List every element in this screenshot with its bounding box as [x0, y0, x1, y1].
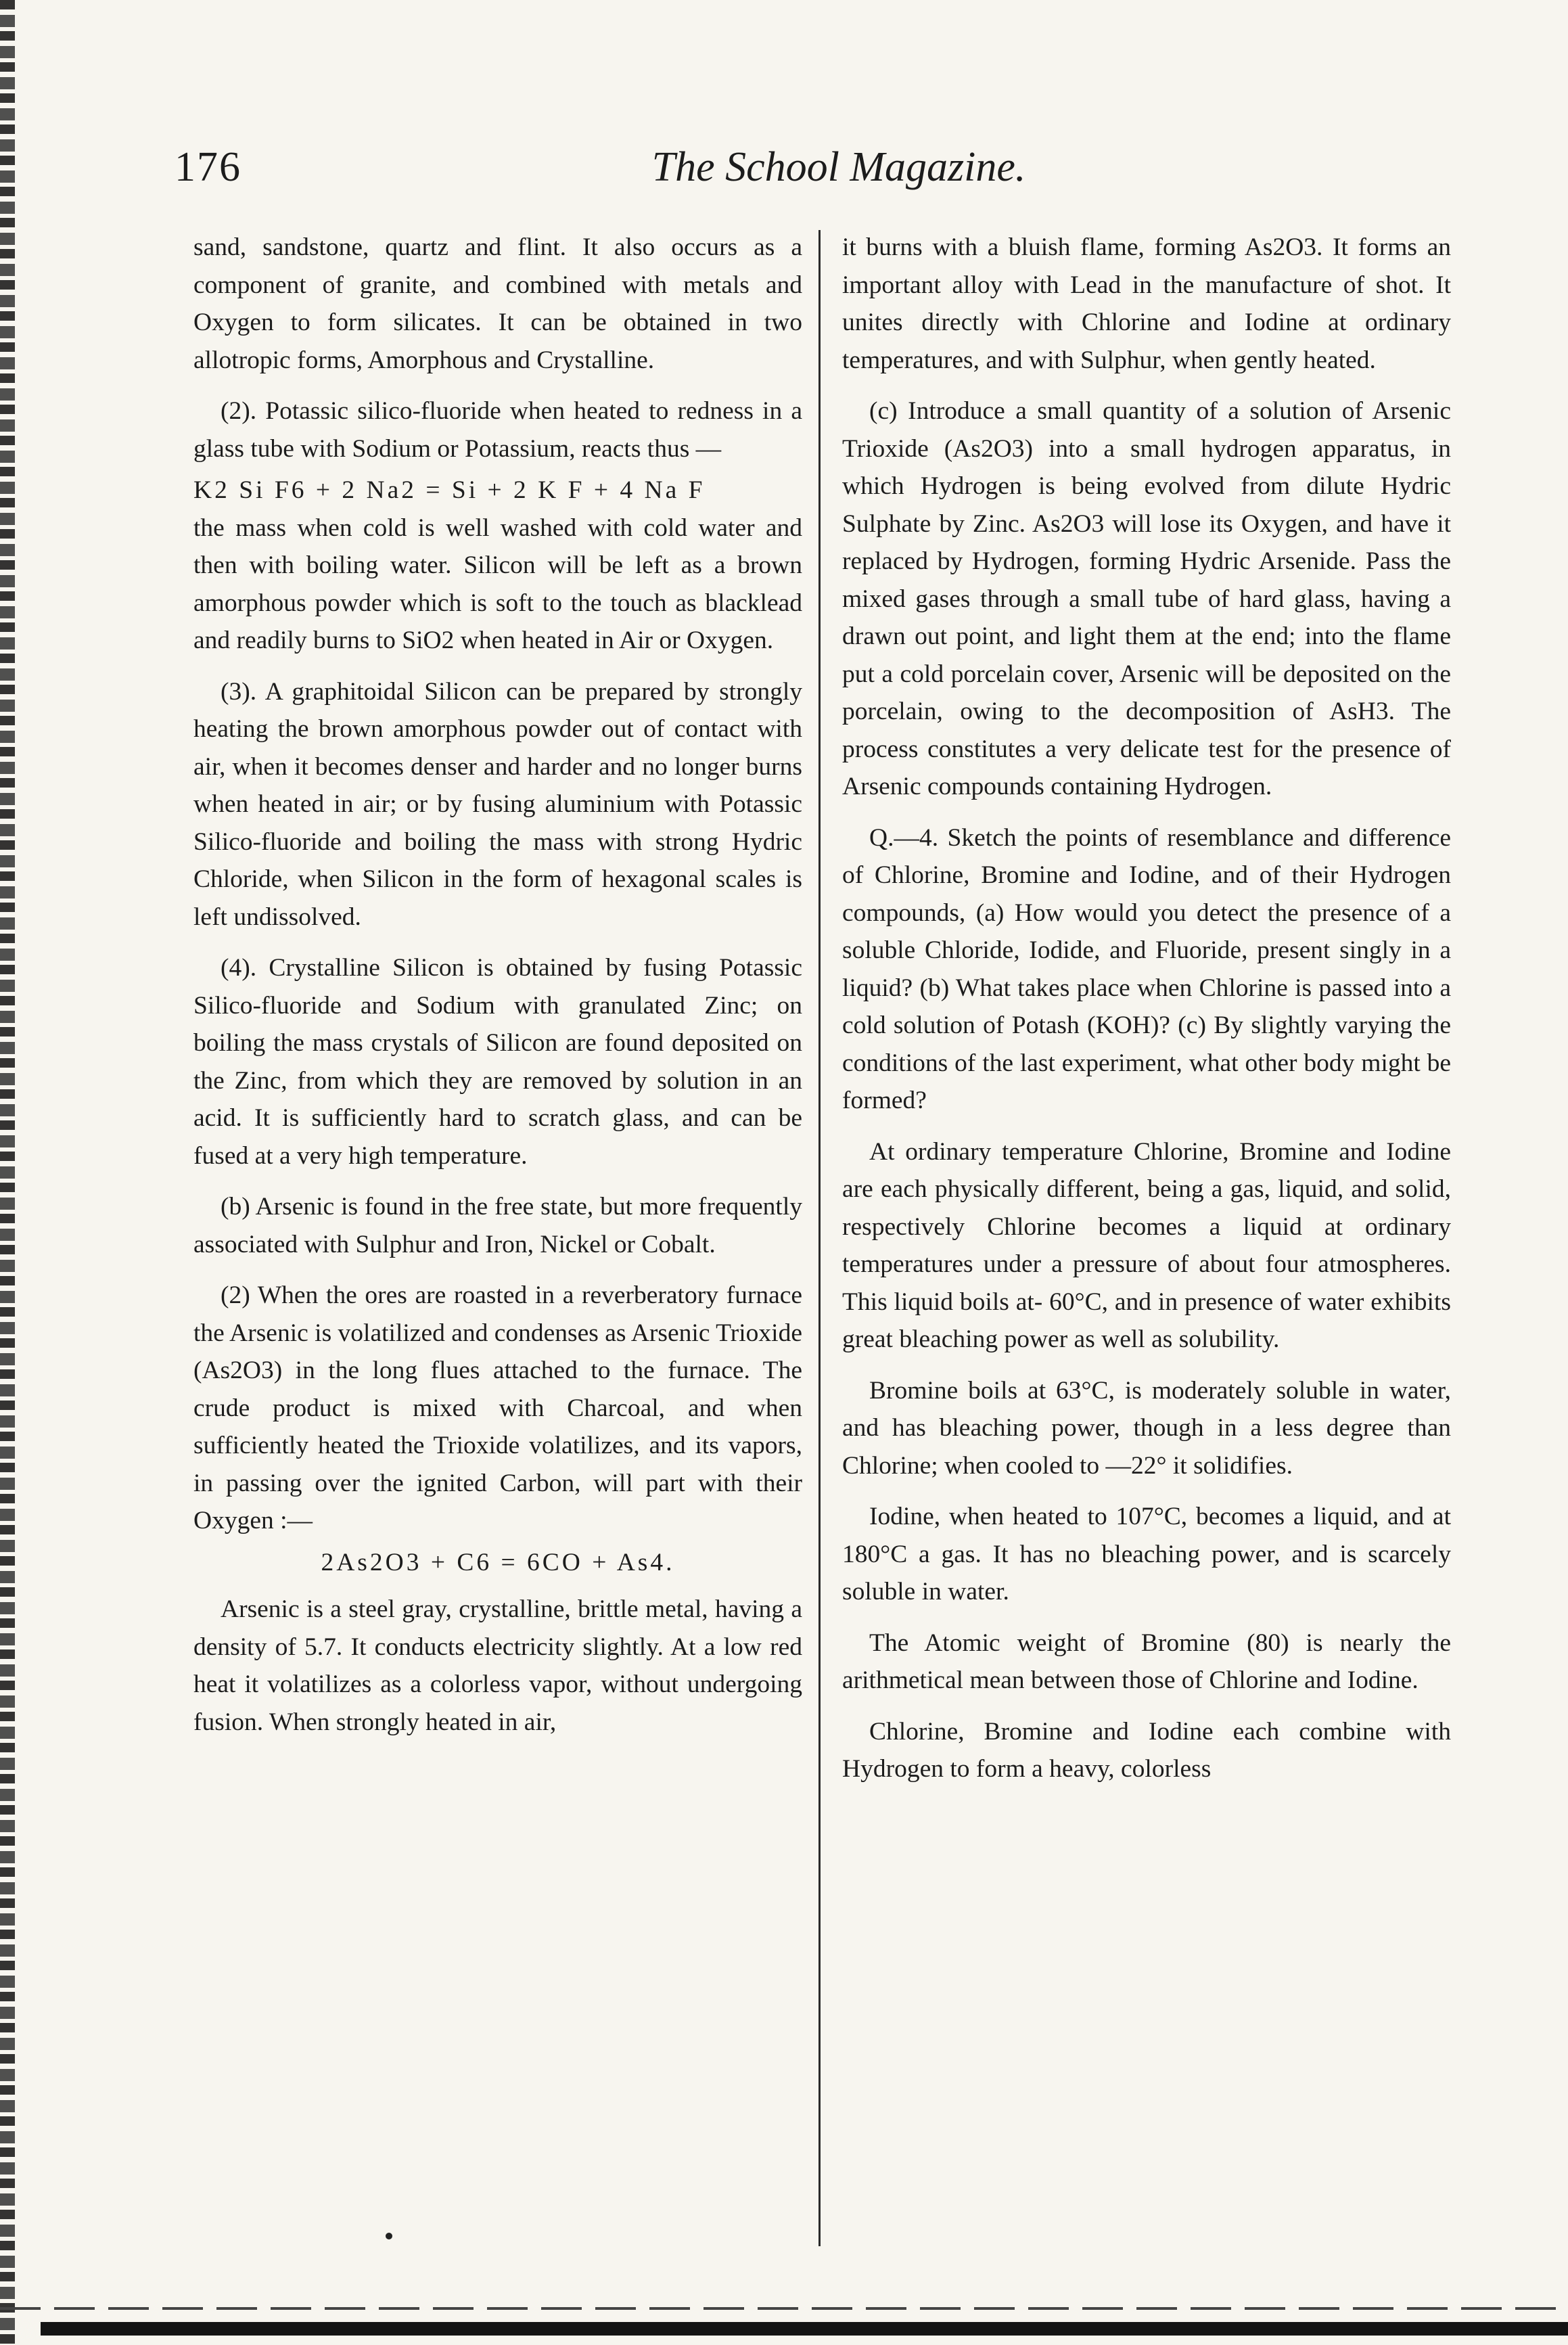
printer-mark: [386, 2233, 392, 2239]
left-paragraph-8: Arsenic is a steel gray, crystalline, brittle metal, having a density of 5.7. It conducts electricity slightly. At a low red heat it volatilizes as a colorless vapor, without undergoing fusion. When strongly heated in air,: [193, 1595, 802, 1736]
right-paragraph-2: (c) Introduce a small quantity of a solution of Arsenic Trioxide (As2O3) into a small hydrogen apparatus, in which Hydrogen is being evolved from dilute Hydric Sulphate by Zinc. As2O3 will lose its Oxygen, and have it replaced by Hydrogen, forming Hydric Arsenide. Pass the mixed gases through a small tube of hard glass, having a drawn out point, and light them at the end; into the flame put a cold porcelain cover, Arsenic will be deposited on the porcelain, owing to the decomposition of AsH3. The process constitutes a very delicate test for the presence of Arsenic compounds containing Hydrogen.: [842, 397, 1451, 800]
left-paragraph-1: sand, sandstone, quartz and flint. It also occurs as a component of granite, and combined with metals and Oxygen to form silicates. It can be obtained in two allotropic forms, Amorphous and Crystalline.: [193, 233, 802, 374]
column-divider: [818, 230, 821, 2246]
bottom-border: [41, 2322, 1568, 2336]
page-number: 176: [175, 144, 241, 190]
right-paragraph-3: Q.—4. Sketch the points of resemblance and difference of Chlorine, Bromine and Iodine, and of their Hydrogen compounds, (a) How would you detect the presence of a soluble Chloride, Iodide, and Fluoride, present singly in a liquid? (b) What takes place when Chlorine is passed into a cold solution of Potash (KOH)? (c) By slightly varying the conditions of the last experiment, what other body might be formed?: [842, 823, 1451, 1114]
right-paragraph-8: Chlorine, Bromine and Iodine each combine with Hydrogen to form a heavy, colorless: [842, 1717, 1451, 1783]
left-paragraph-5: (4). Crystalline Silicon is obtained by fusing Potassic Silico-fluoride and Sodium with granulated Zinc; on boiling the mass crystals of Silicon are found deposited on the Zinc, from which they are removed by solution in an acid. It is sufficiently hard to scratch glass, and can be fused at a very high temperature.: [193, 954, 802, 1170]
right-paragraph-4: At ordinary temperature Chlorine, Bromine and Iodine are each physically different, being a gas, liquid, and solid, respectively Chlorine becomes a liquid at ordinary temperatures under a pressure of about four atmospheres. This liquid boils at- 60°C, and in presence of water exhibits great bleaching power as well as solubility.: [842, 1137, 1451, 1353]
left-paragraph-2: (2). Potassic silico-fluoride when heated to redness in a glass tube with Sodium or Potassium, reacts thus —: [193, 397, 802, 463]
left-paragraph-6: (b) Arsenic is found in the free state, but more frequently associated with Sulphur and Iron, Nickel or Cobalt.: [193, 1193, 802, 1258]
right-column: [842, 229, 1451, 1802]
right-paragraph-1: it burns with a bluish flame, forming As2O3. It forms an important alloy with Lead in the manufacture of shot. It unites directly with Chlorine and Iodine at ordinary temperatures, and with Sulphur, when gently heated.: [842, 233, 1451, 374]
equation-arsenic: 2As2O3 + C6 = 6CO + As4.: [321, 1548, 675, 1576]
right-paragraph-7: The Atomic weight of Bromine (80) is nearly the arithmetical mean between those of Chlorine and Iodine.: [842, 1629, 1451, 1694]
binding-edge: [0, 0, 15, 2345]
left-column: [193, 229, 802, 1754]
left-paragraph-3: the mass when cold is well washed with cold water and then with boiling water. Silicon will be left as a brown amorphous powder which is soft to the touch as blacklead and readily burns to SiO2 when heated in Air or Oxygen.: [193, 514, 802, 654]
left-paragraph-7: (2) When the ores are roasted in a reverberatory furnace the Arsenic is volatilized and condenses as Arsenic Trioxide (As2O3) in the long flues attached to the furnace. The crude product is mixed with Charcoal, and when sufficiently heated the Trioxide volatilizes, and its vapors, in passing over the ignited Carbon, will part with their Oxygen :—: [193, 1281, 802, 1534]
right-paragraph-5: Bromine boils at 63°C, is moderately soluble in water, and has bleaching power, though in a less degree than Chlorine; when cooled to —22° it solidifies.: [842, 1376, 1451, 1480]
bottom-border-dashes: [0, 2307, 1568, 2310]
right-paragraph-6: Iodine, when heated to 107°C, becomes a liquid, and at 180°C a gas. It has no bleaching power, and is scarcely soluble in water.: [842, 1503, 1451, 1606]
running-title: The School Magazine.: [651, 144, 1026, 190]
equation-silicon: K2 Si F6 + 2 Na2 = Si + 2 K F + 4 Na F: [193, 476, 706, 504]
left-paragraph-4: (3). A graphitoidal Silicon can be prepared by strongly heating the brown amorphous powder out of contact with air, when it becomes denser and harder and no longer burns when heated in air; or by fusing aluminium with Potassic Silico-fluoride and boiling the mass with strong Hydric Chloride, when Silicon in the form of hexagonal scales is left undissolved.: [193, 677, 802, 931]
